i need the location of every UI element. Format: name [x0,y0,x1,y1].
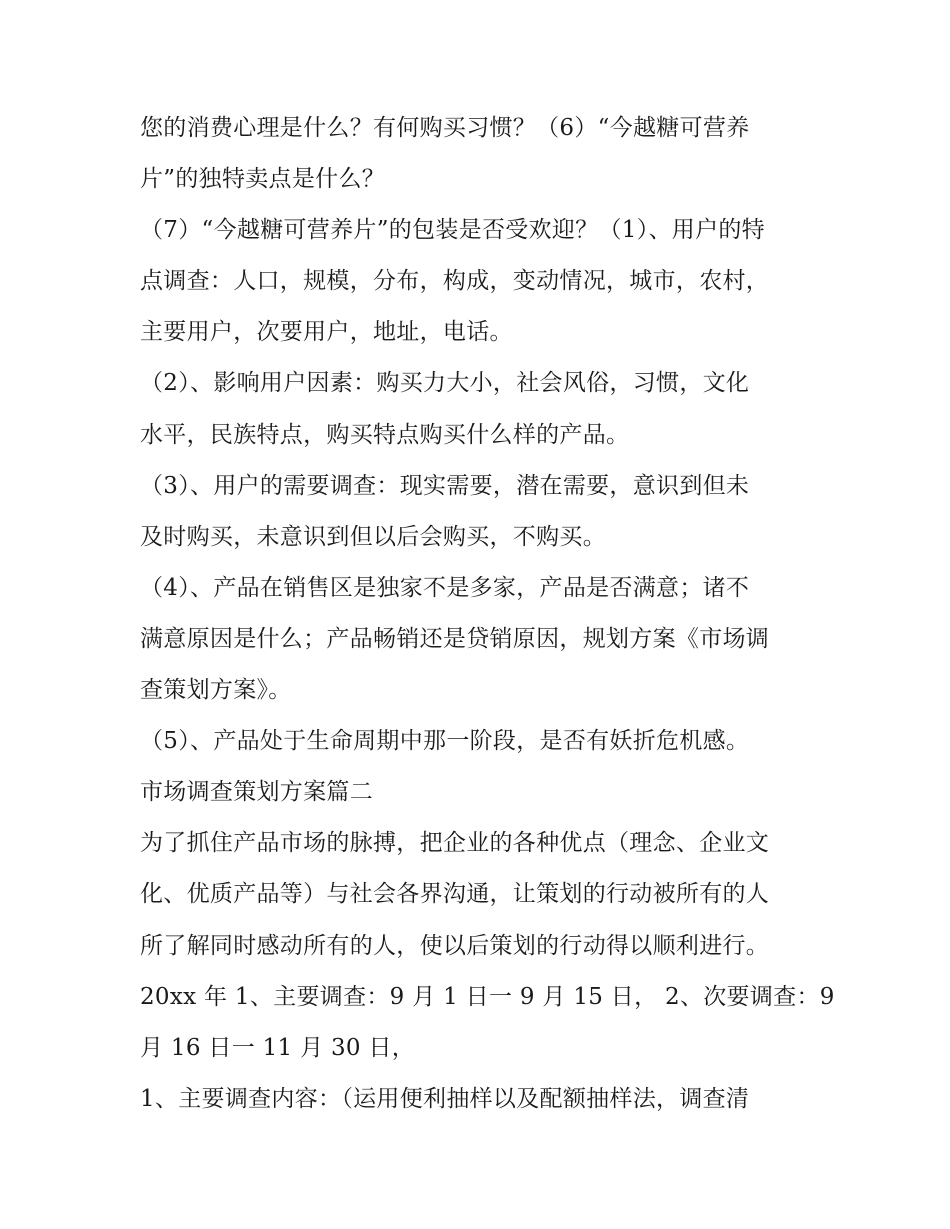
text-line: （4）、产品在销售区是独家不是多家，产品是否满意；诸不 [140,574,750,601]
text-line: 查策划方案》。 [140,677,292,704]
text-line: 为了抓住产品市场的脉搏，把企业的各种优点（理念、企业文 [140,830,770,857]
text-line: 化、优质产品等）与社会各界沟通，让策划的行动被所有的人 [140,881,770,908]
text-line: （5）、产品处于生命周期中那一阶段，是否有妖折危机感。 [140,728,750,755]
text-line: 月 16 日一 11 月 30 日， [140,1034,416,1061]
text-line: （2）、影响用户因素：购买力大小，社会风俗，习惯，文化 [140,370,750,397]
text-line: 点调查：人口，规模，分布，构成，变动情况，城市，农村， [140,268,770,295]
text-line: 满意原因是什么；产品畅销还是贷销原因，规划方案《市场调 [140,625,770,652]
text-line: （3）、用户的需要调查：现实需要，潜在需要，意识到但未 [140,472,750,499]
text-line: 1、主要调查内容：（运用便利抽样以及配额抽样法，调查清 [140,1085,750,1112]
text-line: （7）“今越糖可营养片”的包装是否受欢迎？（1）、用户的特 [140,217,765,244]
section-heading: 市场调查策划方案篇二 [140,779,373,806]
text-line: 片”的独特卖点是什么？ [140,166,386,193]
text-line: 您的消费心理是什么？有何购买习惯？（6）“今越糖可营养 [140,115,750,141]
text-line: 水平，民族特点，购买特点购买什么样的产品。 [140,421,630,448]
document-body [140,103,835,1125]
text-line: 20xx 年 1、主要调查：9 月 1 日一 9 月 15 日， 2、次要调查：9 [140,983,835,1010]
text-line: 所了解同时感动所有的人，使以后策划的行动得以顺利进行。 [140,932,770,959]
text-line: 主要用户，次要用户，地址，电话。 [140,319,513,346]
text-line: 及时购买，未意识到但以后会购买，不购买。 [140,523,606,550]
